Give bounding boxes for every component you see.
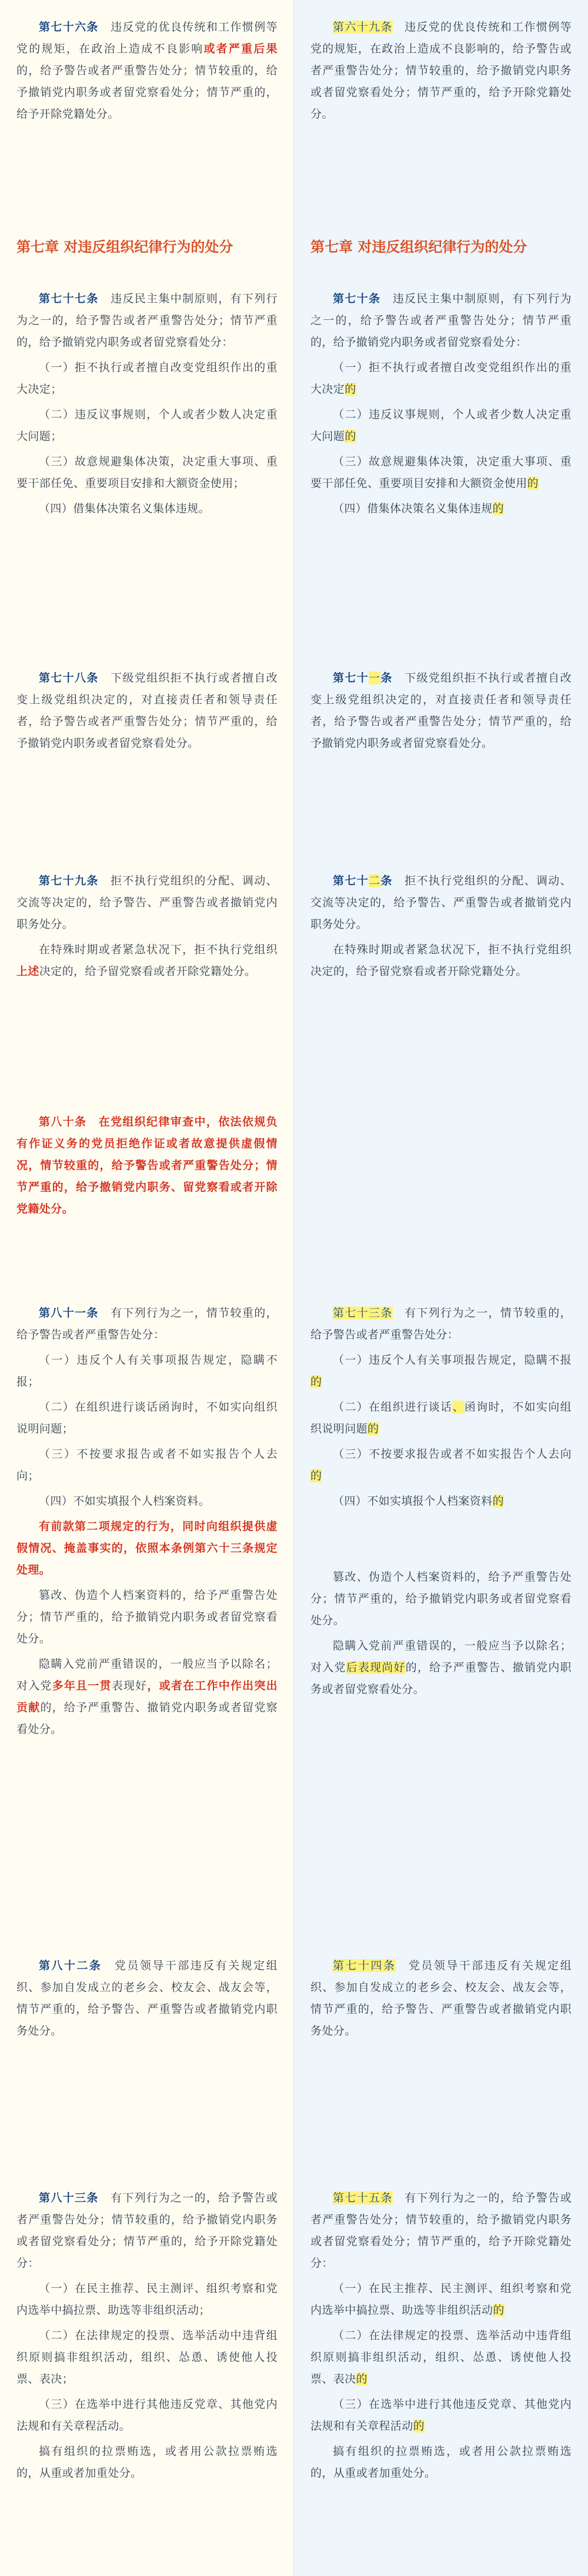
changed-mark: 后表现尚好	[346, 1661, 406, 1674]
list-item: （三）不按要求报告或者不如实报告个人去向的	[310, 1448, 572, 1482]
list-item: （一）违反个人有关事项报告规定，隐瞒不报；	[16, 1354, 278, 1388]
list-item: （二）在法律规定的投票、选举活动中违背组织原则搞非组织活动，组织、怂恿、诱使他人投票、表决；	[16, 2329, 278, 2385]
changed-mark: 的	[413, 2420, 425, 2433]
list-item: （二）违反议事规则，个人或者少数人决定重大问题；	[16, 408, 278, 443]
article-70-block: 第七十条 违反民主集中制原则，有下列行为之一的，给予警告或者严重警告处分；情节严重的，给予撤销党内职务或者留党察看处分： （一）拒不执行或者擅自改变党组织作出的重大决定的 （二）违反议事规则，个人或者少数人决定重大问题的 （三）故意规避集体决策，决定重大事项、重要干部任免、重要项目安排和大额资金使用的 （四）借集体决策名义集体违规的	[310, 288, 572, 520]
article-79-block: 第七十九条 拒不执行党组织的分配、调动、交流等决定的，给予警告、严重警告或者撤销党内职务处分。 在特殊时期或者紧急状况下，拒不执行党组织上述决定的，给予留党察看或者开除党籍处分。	[16, 874, 278, 978]
article-number: 第六十九条	[333, 21, 393, 34]
article-81-block: 第八十一条 有下列行为之一，情节较重的，给予警告或者严重警告处分： （一）违反个人有关事项报告规定，隐瞒不报； （二）在组织进行谈话函询时，不如实向组织说明问题； （三）不按要求报告或者不如实报告个人去向； （四）不如实填报个人档案资料。 有前款第二项规定的行为，同时向组织提供虚假情况、掩盖事实的，依照本条例第六十三条规定处理。 篡改、伪造个人档案资料的，给予严重警告处分；情节严重的，给予撤销党内职务或者留党察看处分。 隐瞒入党前严重错误的，一般应当予以除名；对入党多年且一贯表现好，或者在工作中作出突出贡献的，给予严重警告、撤销党内职务或者留党察看处分。	[16, 1307, 278, 1736]
article-76-block	[16, 16, 278, 125]
changed-mark: 、	[452, 1401, 465, 1414]
list-item: （二）在组织进行谈话、函询时，不如实向组织说明问题的	[310, 1401, 572, 1435]
changed-mark: 的	[492, 502, 505, 515]
changed-mark: 的	[310, 1375, 322, 1388]
article-76-paragraph: 第七十六条 违反党的优良传统和工作惯例等党的规矩，在政治上造成不良影响或者严重后果的，给予警告或者严重警告处分；情节较重的，给予撤销党内职务或者留党察看处分；情节严重的，给予开除党籍处分。	[16, 21, 278, 121]
list-item: （一）拒不执行或者擅自改变党组织作出的重大决定的	[310, 361, 572, 396]
article-number: 第八十三条	[39, 2191, 99, 2204]
list-item: （二）在法律规定的投票、选举活动中违背组织原则搞非组织活动，组织、怂恿、诱使他人投票、表决的	[310, 2329, 572, 2385]
list-item: （三）在选举中进行其他违反党章、其他党内法规和有关章程活动的	[310, 2398, 572, 2433]
article-number: 第七十条	[333, 292, 381, 305]
list-item: （一）违反个人有关事项报告规定，隐瞒不报的	[310, 1354, 572, 1388]
article-69-block: 第六十九条 违反党的优良传统和工作惯例等党的规矩，在政治上造成不良影响的，给予警告或者严重警告处分；情节较重的，给予撤销党内职务或者留党察看处分；情节严重的，给予开除党籍处分。	[310, 21, 572, 121]
changed-mark: 一	[369, 671, 381, 684]
article-71-block: 第七十一条 下级党组织拒不执行或者擅自改变上级党组织决定的，对直接责任者和领导责任者，给予警告或者严重警告处分；情节严重的，给予撤销党内职务或者留党察看处分。	[310, 671, 572, 750]
article-number: 第八十一条	[39, 1307, 99, 1319]
list-item: （四）不如实填报个人档案资料。	[39, 1495, 211, 1508]
list-item: （一）拒不执行或者擅自改变党组织作出的重大决定；	[16, 361, 278, 396]
list-item: （四）借集体决策名义集体违规。	[39, 502, 211, 515]
spacer	[310, 1516, 572, 1563]
article-number: 第八十二条	[39, 1959, 102, 1972]
article-number: 第七十八条	[39, 671, 99, 684]
changed-mark: 的	[527, 477, 539, 490]
added-text: 或者严重后果	[203, 42, 278, 55]
changed-mark: 的	[345, 430, 356, 443]
chapter-title: 第七章 对违反组织纪律行为的处分	[310, 239, 527, 255]
article-74-block: 第七十四条 党员领导干部违反有关规定组织、参加自发成立的老乡会、校友会、战友会等，情节严重的，给予警告、严重警告或者撤销党内职务处分。	[310, 1959, 572, 2037]
chapter-title: 第七章 对违反组织纪律行为的处分	[16, 239, 233, 255]
added-text: 多年且一贯	[52, 1679, 112, 1692]
article-72-block: 第七十二条 拒不执行党组织的分配、调动、交流等决定的，给予警告、严重警告或者撤销党内职务处分。 在特殊时期或者紧急状况下，拒不执行党组织决定的，给予留党察看或者开除党籍处分。	[310, 874, 572, 978]
list-item: （三）不按要求报告或者不如实报告个人去向；	[16, 1448, 278, 1482]
list-item: （四）借集体决策名义集体违规的	[333, 502, 505, 515]
article-number: 第七十三条	[333, 1307, 393, 1319]
article-77-block: 第七十七条 违反民主集中制原则，有下列行为之一的，给予警告或者严重警告处分；情节严重的，给予撤销党内职务或者留党察看处分： （一）拒不执行或者擅自改变党组织作出的重大决定； （二）违反议事规则，个人或者少数人决定重大问题； （三）故意规避集体决策，决定重大事项、重要干部任免、重要项目安排和大额资金使用； （四）借集体决策名义集体违规。	[16, 288, 278, 520]
article-number: 第七十五条	[333, 2191, 393, 2204]
changed-mark: 的	[356, 2373, 368, 2385]
changed-mark: 的	[492, 1495, 505, 1508]
list-item: （三）故意规避集体决策，决定重大事项、重要干部任免、重要项目安排和大额资金使用；	[16, 455, 278, 490]
changed-mark: 的	[493, 2304, 505, 2317]
added-text: ，或者在工作中作出突出贡献	[16, 1679, 278, 1714]
changed-mark: 的	[345, 383, 356, 396]
added-text: 有前款第二项规定的行为，同时向组织提供虚假情况、掩盖事实的，依照本条例第六十三条规定处理。	[16, 1520, 278, 1576]
changed-mark: 的	[310, 1469, 322, 1482]
list-item: （三）在选举中进行其他违反党章、其他党内法规和有关章程活动。	[16, 2398, 278, 2433]
article-number: 第七十九条	[39, 874, 99, 887]
changed-mark: 二	[369, 874, 381, 887]
added-text: 上述	[16, 965, 39, 978]
list-item: （三）故意规避集体决策，决定重大事项、重要干部任免、重要项目安排和大额资金使用的	[310, 455, 572, 490]
list-item: （一）在民主推荐、民主测评、组织考察和党内选举中搞拉票、助选等非组织活动；	[16, 2282, 278, 2317]
changed-mark: 的	[368, 1422, 379, 1435]
article-number: 第七十七条	[39, 292, 99, 305]
article-73-block: 第七十三条 有下列行为之一，情节较重的，给予警告或者严重警告处分： （一）违反个人有关事项报告规定，隐瞒不报的 （二）在组织进行谈话、函询时，不如实向组织说明问题的 （三）不按要求报告或者不如实报告个人去向的 （四）不如实填报个人档案资料的 篡改、伪造个人档案资料的，给予严重警告处分；情节严重的，给予撤销党内职务或者留党察看处分。 隐瞒入党前严重错误的，一般应当予以除名；对入党后表现尚好的，给予严重警告、撤销党内职务或者留党察看处分。	[310, 1307, 572, 1696]
list-item: （一）在民主推荐、民主测评、组织考察和党内选举中搞拉票、助选等非组织活动的	[310, 2282, 572, 2317]
list-item: （二）违反议事规则，个人或者少数人决定重大问题的	[310, 408, 572, 443]
new-article-80: 第八十条 在党组织纪律审查中，依法依规负有作证义务的党员拒绝作证或者故意提供虚假情况，情节较重的，给予警告或者严重警告处分；情节严重的，给予撤销党内职务、留党察看或者开除党籍处分。	[16, 1115, 278, 1215]
article-number: 第七十六条	[39, 21, 99, 34]
article-78-block: 第七十八条 下级党组织拒不执行或者擅自改变上级党组织决定的，对直接责任者和领导责任者，给予警告或者严重警告处分；情节严重的，给予撤销党内职务或者留党察看处分。	[16, 671, 278, 750]
article-80-block	[16, 1111, 278, 1220]
article-82-block: 第八十二条 党员领导干部违反有关规定组织、参加自发成立的老乡会、校友会、战友会等，情节严重的，给予警告、严重警告或者撤销党内职务处分。	[16, 1959, 278, 2037]
article-83-block: 第八十三条 有下列行为之一的，给予警告或者严重警告处分；情节较重的，给予撤销党内职务或者留党察看处分；情节严重的，给予开除党籍处分： （一）在民主推荐、民主测评、组织考察和党内选举中搞拉票、助选等非组织活动； （二）在法律规定的投票、选举活动中违背组织原则搞非组织活动，组织、怂恿、诱使他人投票、表决； （三）在选举中进行其他违反党章、其他党内法规和有关章程活动。 搞有组织的拉票贿选，或者用公款拉票贿选的，从重或者加重处分。	[16, 2191, 278, 2480]
list-item: （二）在组织进行谈话函询时，不如实向组织说明问题；	[16, 1401, 278, 1435]
list-item: （四）不如实填报个人档案资料的	[333, 1495, 505, 1508]
article-75-block: 第七十五条 有下列行为之一的，给予警告或者严重警告处分；情节较重的，给予撤销党内职务或者留党察看处分；情节严重的，给予开除党籍处分： （一）在民主推荐、民主测评、组织考察和党内选举中搞拉票、助选等非组织活动的 （二）在法律规定的投票、选举活动中违背组织原则搞非组织活动，组织、怂恿、诱使他人投票、表决的 （三）在选举中进行其他违反党章、其他党内法规和有关章程活动的 搞有组织的拉票贿选，或者用公款拉票贿选的，从重或者加重处分。	[310, 2191, 572, 2480]
article-number: 第七十四条	[333, 1959, 396, 1972]
right-column-old-text	[294, 0, 588, 2576]
